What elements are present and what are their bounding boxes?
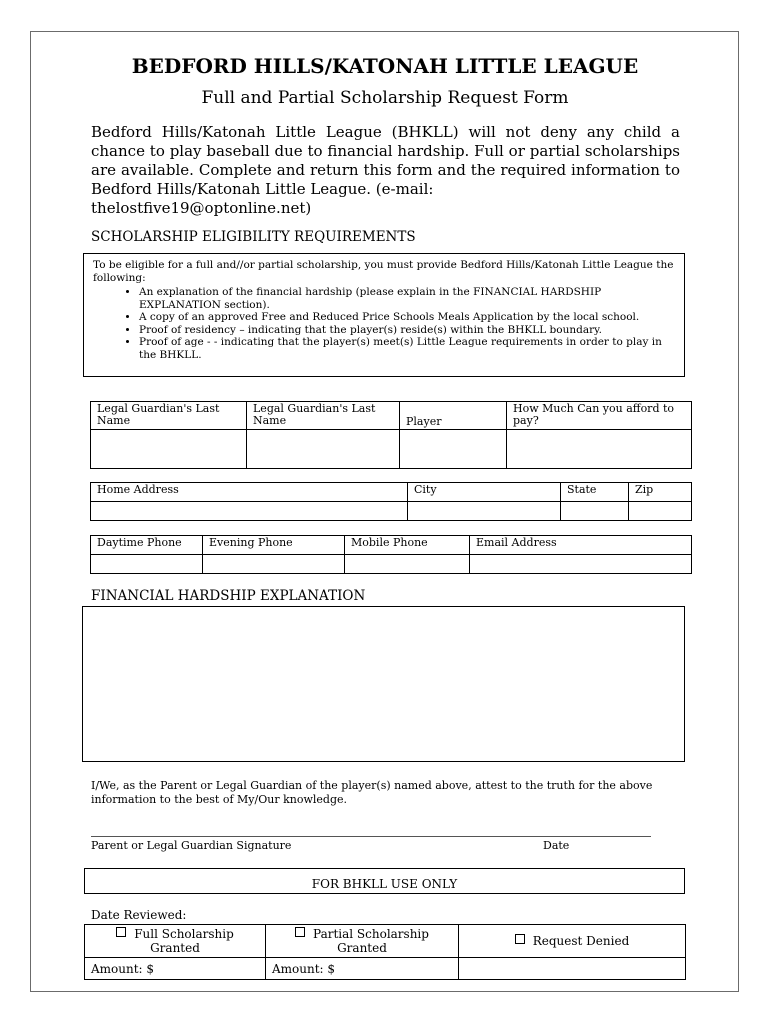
mobile-phone-field[interactable] <box>345 555 470 574</box>
afford-amount-header: How Much Can you afford to pay? <box>507 402 692 430</box>
full-scholarship-option[interactable] <box>85 925 266 958</box>
state-field[interactable] <box>561 502 629 521</box>
hardship-explanation-field[interactable] <box>82 606 685 762</box>
eligibility-lead: To be eligible for a full and//or partial scholarship, you must provide Bedford Hills/Katonah Little League the following: <box>93 259 674 284</box>
eligibility-list <box>93 286 678 361</box>
request-denied-option[interactable] <box>459 925 686 958</box>
state-header: State <box>561 483 629 502</box>
eligibility-item: • Proof of age - - indicating that the player(s) meet(s) Little League requirements in order to play in the BHKLL. <box>139 336 678 361</box>
city-header: City <box>408 483 561 502</box>
daytime-phone-header: Daytime Phone <box>91 536 203 555</box>
review-table <box>84 924 686 980</box>
guardian-table <box>90 401 692 469</box>
eligibility-item: • An explanation of the financial hardship (please explain in the FINANCIAL HARDSHIP EXPLANATION section). <box>139 286 678 311</box>
address-table <box>90 482 692 521</box>
home-address-header: Home Address <box>91 483 408 502</box>
eligibility-box[interactable] <box>83 253 685 377</box>
intro-email: thelostfive19@optonline.net) <box>91 199 312 217</box>
email-address-header: Email Address <box>470 536 692 555</box>
guardian-last-name-field[interactable] <box>91 430 247 469</box>
guardian-last-name-header: Legal Guardian's Last Name <box>91 402 247 430</box>
signature-line[interactable] <box>91 836 651 837</box>
denied-blank-cell <box>459 958 686 980</box>
mobile-phone-header: Mobile Phone <box>345 536 470 555</box>
full-scholarship-checkbox[interactable] <box>116 927 126 937</box>
home-address-field[interactable] <box>91 502 408 521</box>
daytime-phone-field[interactable] <box>91 555 203 574</box>
partial-scholarship-checkbox[interactable] <box>295 927 305 937</box>
full-amount-field[interactable]: Amount: $ <box>85 958 266 980</box>
phone-table <box>90 535 692 574</box>
request-denied-label: Request Denied <box>532 934 630 948</box>
hardship-heading: FINANCIAL HARDSHIP EXPLANATION <box>91 588 366 604</box>
partial-scholarship-label: Partial Scholarship Granted <box>313 927 429 955</box>
player-header: Player <box>400 402 507 430</box>
evening-phone-header: Evening Phone <box>203 536 345 555</box>
form-subtitle: Full and Partial Scholarship Request Form <box>201 88 569 108</box>
signature-label: Parent or Legal Guardian Signature <box>91 839 292 852</box>
zip-field[interactable] <box>629 502 692 521</box>
intro-paragraph <box>91 123 680 218</box>
partial-amount-field[interactable]: Amount: $ <box>266 958 459 980</box>
eligibility-item: • Proof of residency – indicating that the player(s) reside(s) within the BHKLL boundary. <box>139 324 678 337</box>
request-denied-checkbox[interactable] <box>515 934 525 944</box>
form-title: BEDFORD HILLS/KATONAH LITTLE LEAGUE <box>131 54 639 78</box>
eligibility-item: • A copy of an approved Free and Reduced Price Schools Meals Application by the local school. <box>139 311 678 324</box>
attestation-text: I/We, as the Parent or Legal Guardian of the player(s) named above, attest to the truth for the above information to the best of My/Our knowledge. <box>91 779 653 806</box>
date-reviewed-label: Date Reviewed: <box>91 908 187 922</box>
afford-amount-field[interactable] <box>507 430 692 469</box>
eligibility-heading: SCHOLARSHIP ELIGIBILITY REQUIREMENTS <box>91 229 416 245</box>
partial-scholarship-option[interactable] <box>266 925 459 958</box>
intro-text: Bedford Hills/Katonah Little League (BHKLL) will not deny any child a chance to play baseball due to financial hardship. Full or partial scholarships are available. Complete and return this form and the required information to Bedford Hills/Katonah Little League. (e-mail: <box>91 123 680 198</box>
full-scholarship-label: Full Scholarship Granted <box>134 927 234 955</box>
guardian-last-name-field-2[interactable] <box>247 430 400 469</box>
email-address-field[interactable] <box>470 555 692 574</box>
evening-phone-field[interactable] <box>203 555 345 574</box>
office-use-banner: FOR BHKLL USE ONLY <box>84 868 685 894</box>
city-field[interactable] <box>408 502 561 521</box>
player-field[interactable] <box>400 430 507 469</box>
zip-header: Zip <box>629 483 692 502</box>
guardian-last-name-header-2: Legal Guardian's Last Name <box>247 402 400 430</box>
signature-date-label: Date <box>543 839 570 852</box>
